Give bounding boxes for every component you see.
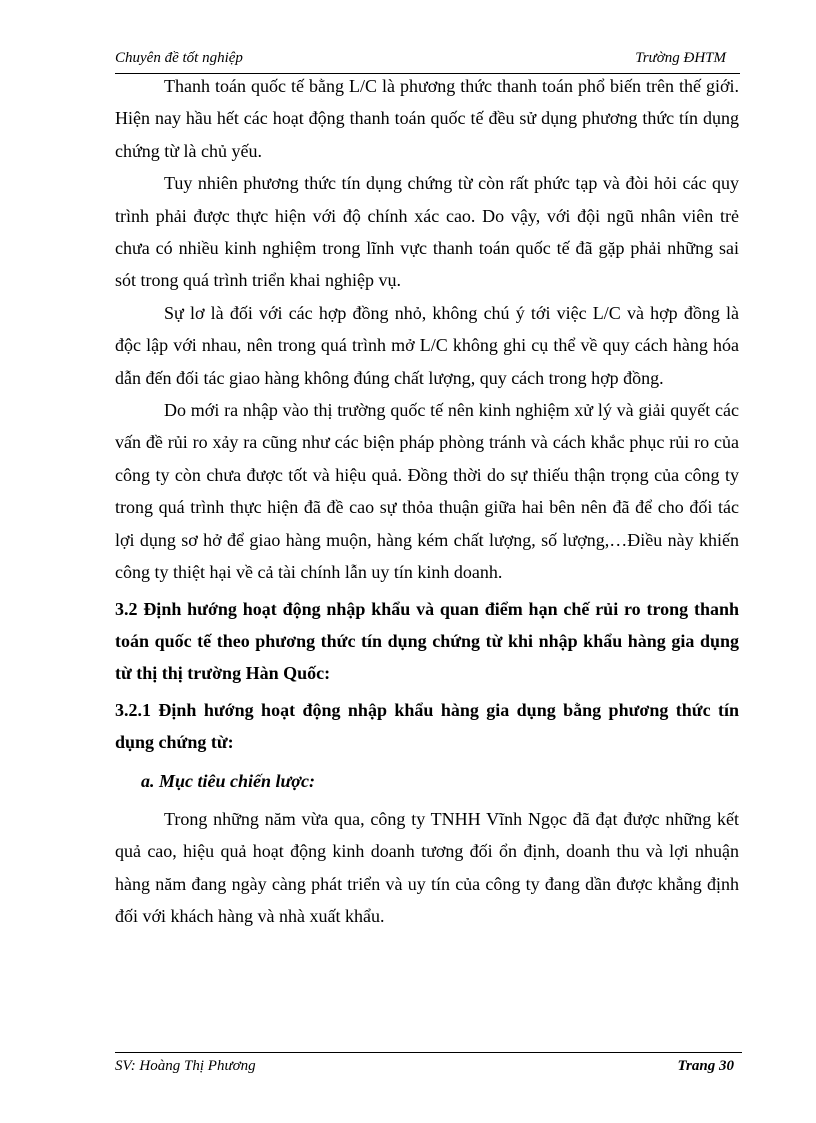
section-heading: 3.2 Định hướng hoạt động nhập khẩu và quan điểm hạn chế rủi ro trong thanh toán quốc tế theo phương thức tín dụng chứng từ khi nhập khẩu hàng gia dụng từ thị thị trường Hàn Quốc: bbox=[115, 598, 739, 684]
paragraph-3: Sự lơ là đối với các hợp đồng nhỏ, không chú ý tới việc L/C và hợp đồng là độc lập với nhau, nên trong quá trình mở L/C không ghi cụ thể về quy cách hàng hóa dẫn đến đối tác giao hàng không đúng chất lượng, quy cách trong hợp đồng. bbox=[115, 302, 739, 388]
paragraph-2: Tuy nhiên phương thức tín dụng chứng từ còn rất phức tạp và đòi hỏi các quy trình phải được thực hiện với độ chính xác cao. Do vậy, với đội ngũ nhân viên trẻ chưa có nhiều kinh nghiệm trong lĩnh vực thanh toán quốc tế đã gặp phải những sai sót trong quá trình triển khai nghiệp vụ. bbox=[115, 173, 739, 291]
header-document-type: Chuyên đề tốt nghiệp bbox=[115, 50, 243, 66]
subsection-heading: 3.2.1 Định hướng hoạt động nhập khẩu hàng gia dụng bằng phương thức tín dụng chứng từ: bbox=[115, 699, 739, 753]
footer-student-name: SV: Hoàng Thị Phương bbox=[115, 1058, 256, 1074]
header-school-name: Trường ĐHTM bbox=[635, 50, 726, 66]
paragraph-4: Do mới ra nhập vào thị trường quốc tế nên kinh nghiệm xử lý và giải quyết các vấn đề rủi ro xảy ra cũng như các biện pháp phòng tránh và cách khắc phục rủi ro của công ty còn chưa được tốt và hiệu quả. Đồng thời do sự thiếu thận trọng của công ty trong quá trình thực hiện đã đề cao sự thỏa thuận giữa hai bên nên đã để cho đối tác lợi dụng sơ hở để giao hàng muộn, hàng kém chất lượng, số lượng,…Điều này khiến công ty thiệt hại về cả tài chính lẫn uy tín kinh doanh. bbox=[115, 400, 739, 583]
minor-heading: a. Mục tiêu chiến lược: bbox=[141, 770, 315, 791]
page-footer bbox=[115, 1052, 742, 1075]
paragraph-5: Trong những năm vừa qua, công ty TNHH Vĩnh Ngọc đã đạt được những kết quả cao, hiệu quả hoạt động kinh doanh tương đối ổn định, doanh thu và lợi nhuận hàng năm đang ngày càng phát triển và uy tín của công ty đang dần được khẳng định đối với khách hàng và nhà xuất khẩu. bbox=[115, 808, 739, 927]
paragraph-1: Thanh toán quốc tế bằng L/C là phương thức thanh toán phổ biến trên thế giới. Hiện nay hầu hết các hoạt động thanh toán quốc tế đều sử dụng phương thức tín dụng chứng từ là chủ yếu. bbox=[115, 76, 739, 161]
footer-page-number: Trang 30 bbox=[677, 1058, 734, 1074]
document-body bbox=[115, 70, 739, 933]
